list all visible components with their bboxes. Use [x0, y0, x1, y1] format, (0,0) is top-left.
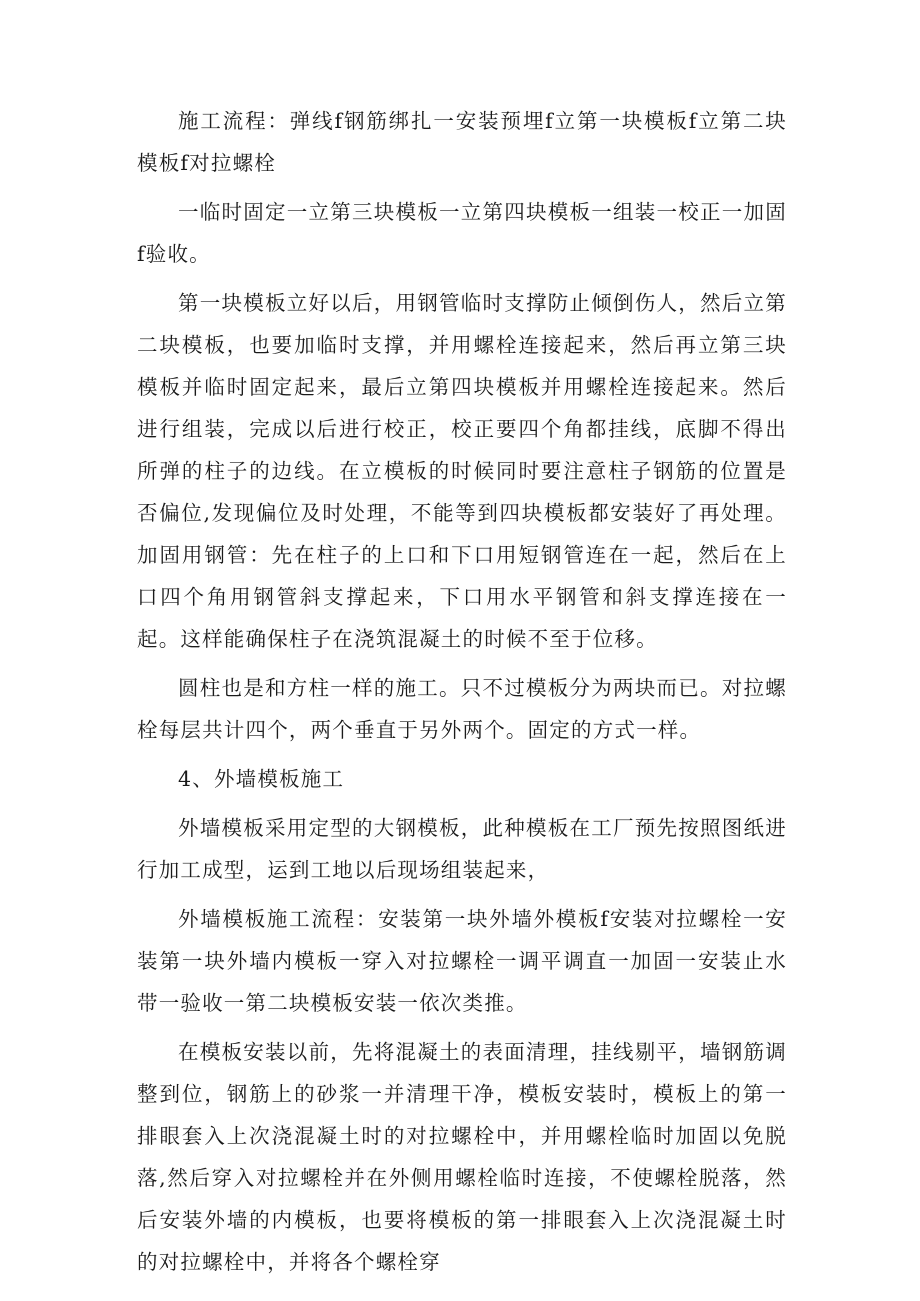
paragraph-exterior-wall-formwork: 外墙模板采用定型的大钢模板，此种模板在工厂预先按照图纸进行加工成型，运到工地以后现场组装起来， — [137, 816, 787, 882]
paragraph-first-formwork: 第一块模板立好以后，用钢管临时支撑防止倾倒伤人，然后立第二块模板，也要加临时支撑，并用螺栓连接起来，然后再立第三块模板并临时固定起来，最后立第四块模板并用螺栓连接起来。然后进行组装，完成以后进行校正，校正要四个角都挂线，底脚不得出所弹的柱子的边线。在立模板的时候同时要注意柱子钢筋的位置是否偏位,发现偏位及时处理，不能等到四块模板都安装好了再处理。加固用钢管：先在柱子的上口和下口用短钢管连在一起，然后在上口四个角用钢管斜支撑起来，下口用水平钢管和斜支撑连接在一起。这样能确保柱子在浇筑混凝土的时候不至于位移。 — [137, 291, 787, 651]
paragraph-installation-prep: 在模板安装以前，先将混凝土的表面清理，挂线剔平，墙钢筋调整到位，钢筋上的砂浆一并清理干净，模板安装时，模板上的第一排眼套入上次浇混凝土时的对拉螺栓中，并用螺栓临时加固以免脱落,然后穿入对拉螺栓并在外侧用螺栓临时连接，不使螺栓脱落，然后安装外墙的内模板，也要将模板的第一排眼套入上次浇混凝土时的对拉螺栓中，并将各个螺栓穿 — [137, 1040, 787, 1274]
paragraph-exterior-wall-flow: 外墙模板施工流程：安装第一块外墙外模板f安装对拉螺栓一安装第一块外墙内模板一穿入对拉螺栓一调平调直一加固一安装止水带一验收一第二块模板安装一依次类推。 — [137, 907, 787, 1015]
paragraph-construction-flow-continued: 一临时固定一立第三块模板一立第四块模板一组装一校正一加固f验收。 — [137, 200, 787, 266]
document-page — [137, 100, 787, 1290]
section-heading-exterior-wall: 4、外墙模板施工 — [178, 767, 345, 791]
paragraph-construction-flow: 施工流程：弹线f钢筋绑扎一安装预埋f立第一块模板f立第二块模板f对拉螺栓 — [137, 109, 787, 175]
paragraph-round-column: 圆柱也是和方柱一样的施工。只不过模板分为两块而已。对拉螺栓每层共计四个，两个垂直于另外两个。固定的方式一样。 — [137, 676, 787, 742]
